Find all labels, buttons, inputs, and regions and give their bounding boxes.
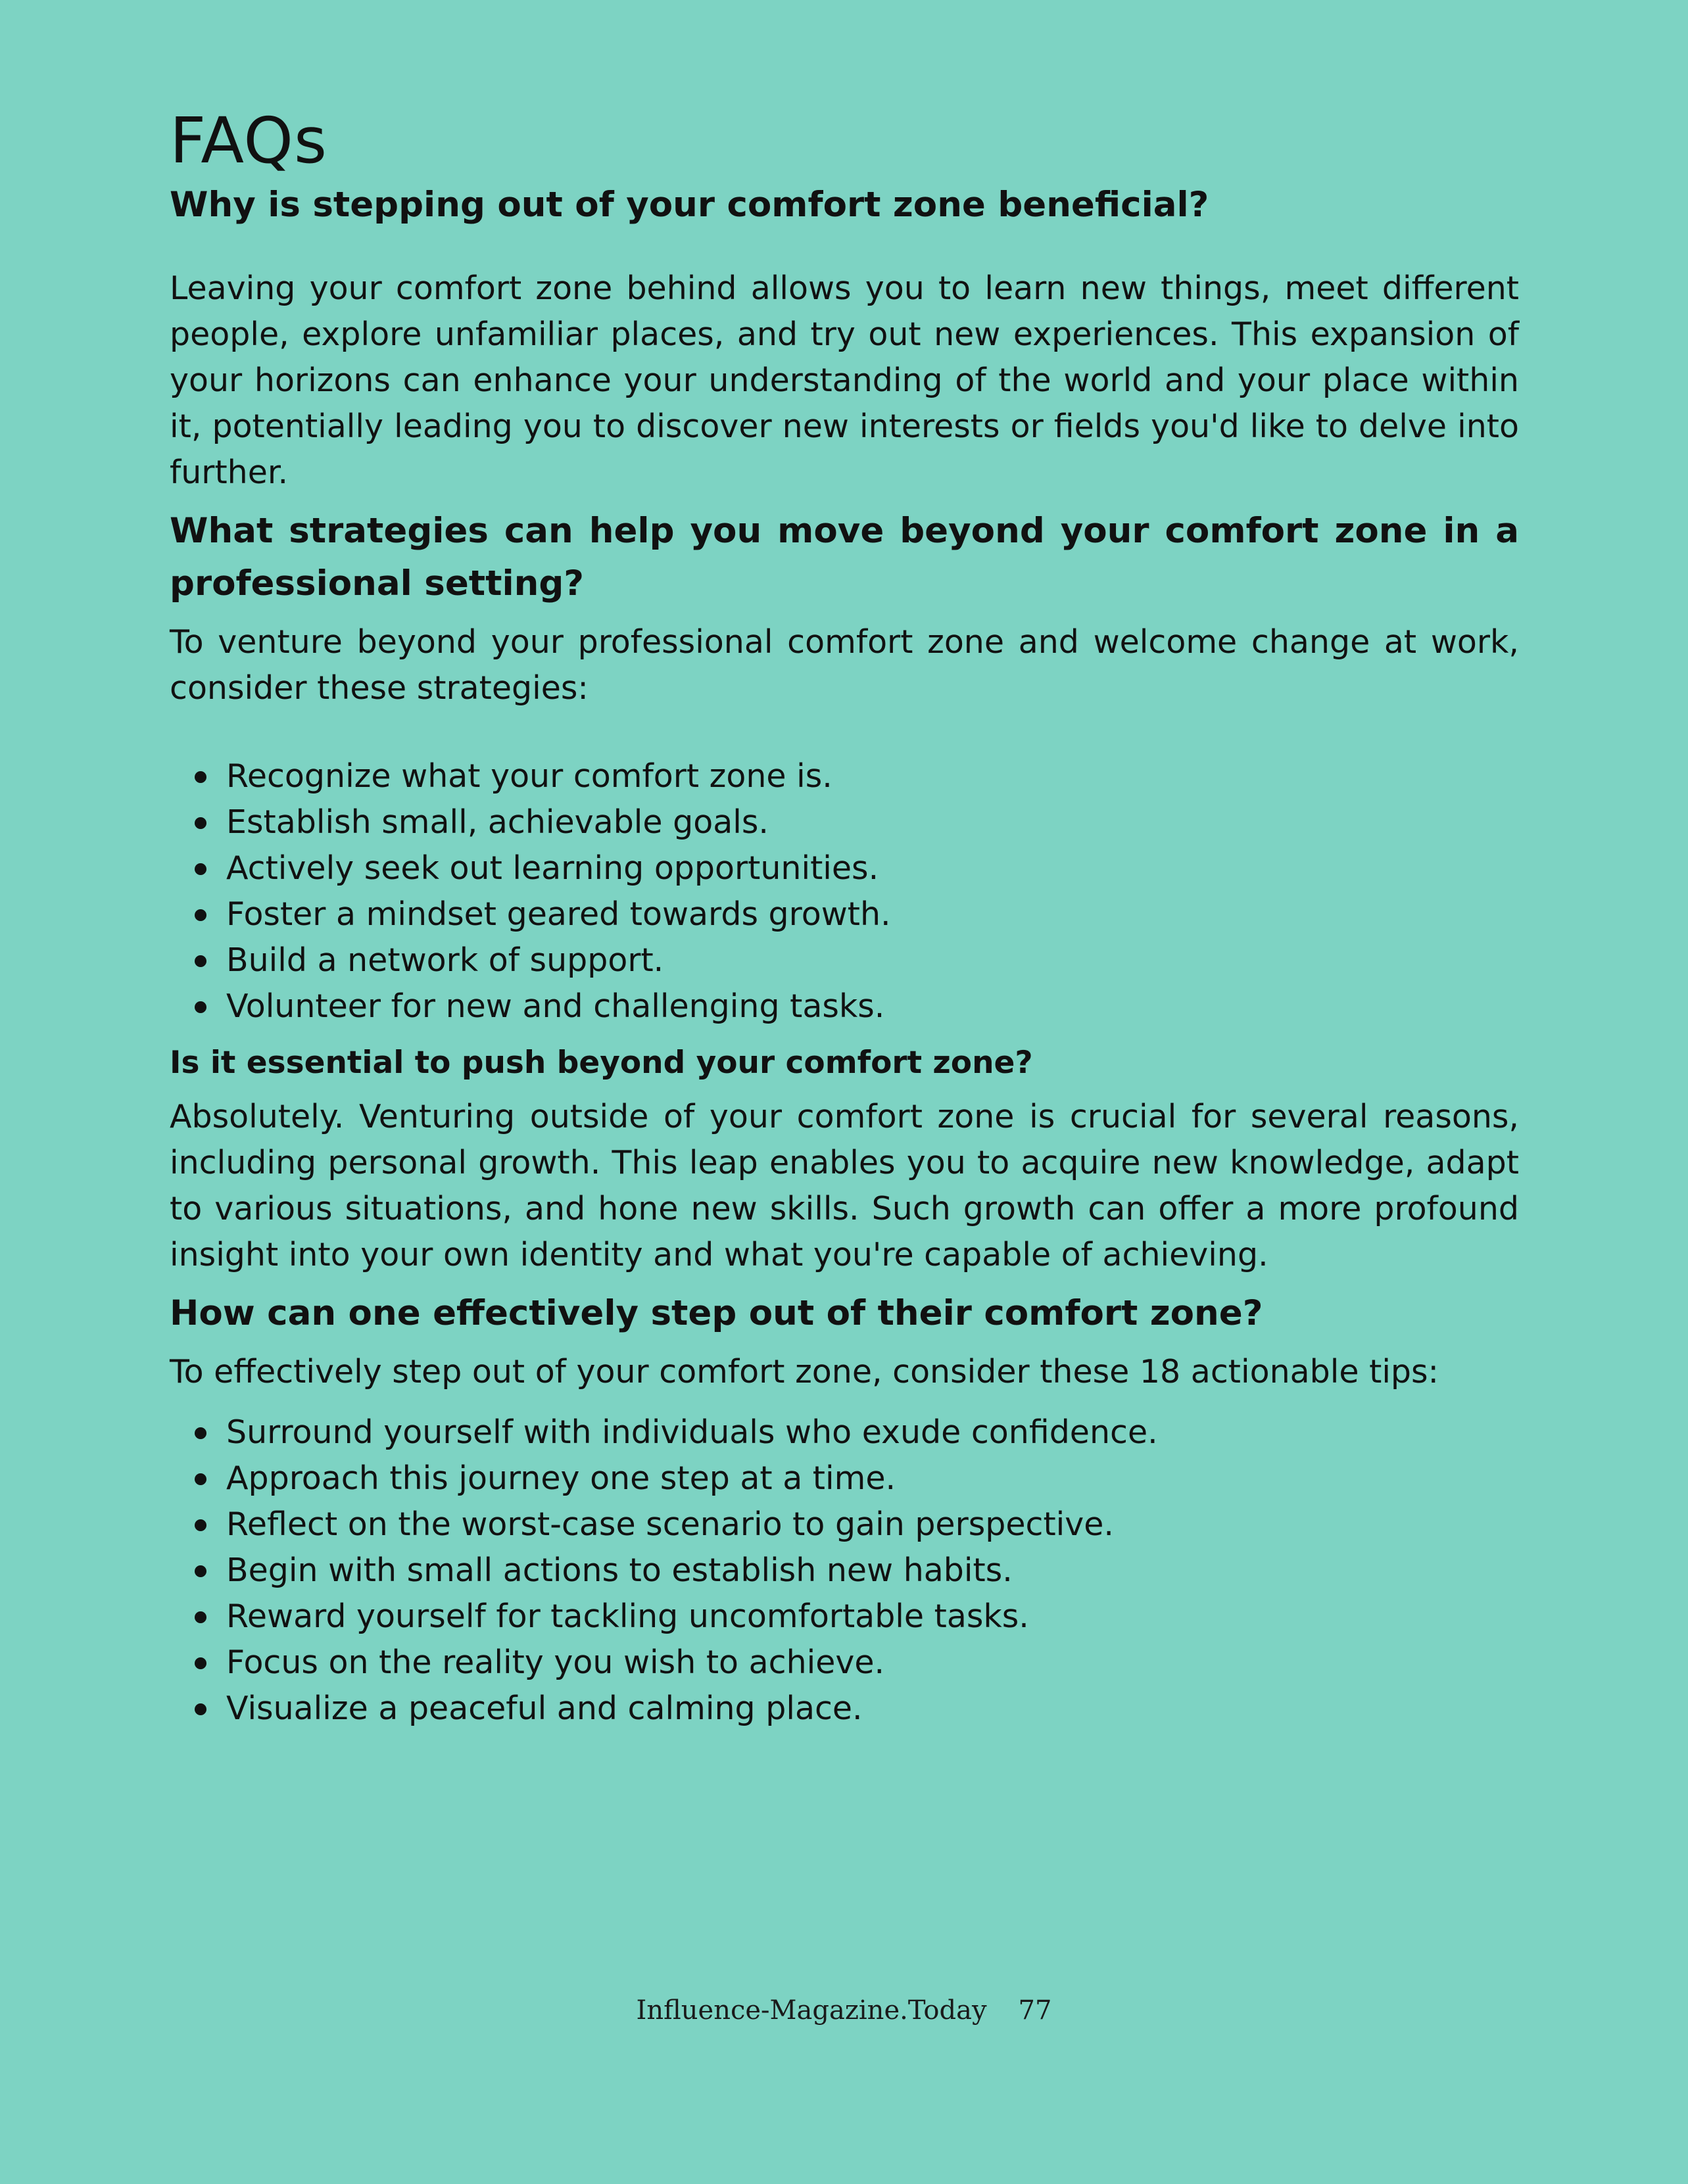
bullet-icon <box>195 1703 206 1715</box>
list-item: Reflect on the worst-case scenario to gain perspective. <box>195 1502 1519 1548</box>
bullet-icon <box>195 1001 206 1013</box>
faq-answer-3: Absolutely. Venturing outside of your comfort zone is crucial for several reasons, including personal growth. This leap enables you to acquire new knowledge, adapt to various situations, and hone new skills. Such growth can offer a more profound insight into your own identity and what you're capable of achieving. <box>170 1098 1519 1273</box>
strategies-list <box>170 753 1519 1030</box>
page-number: 77 <box>1018 1995 1052 2026</box>
faq-question-2: What strategies can help you move beyond your comfort zone in a professional setting? <box>170 511 1519 604</box>
page-content <box>170 99 1519 1732</box>
bullet-icon <box>195 1519 206 1531</box>
bullet-icon <box>195 863 206 875</box>
bullet-icon <box>195 1473 206 1485</box>
bullet-icon <box>195 817 206 829</box>
page-footer <box>0 1992 1688 2029</box>
list-item: Begin with small actions to establish new habits. <box>195 1548 1519 1594</box>
bullet-icon <box>195 955 206 967</box>
footer-site-name: Influence-Magazine.Today <box>636 1995 987 2026</box>
list-item: Actively seek out learning opportunities. <box>195 845 1519 891</box>
list-item: Establish small, achievable goals. <box>195 799 1519 845</box>
list-item: Build a network of support. <box>195 938 1519 984</box>
bullet-icon <box>195 1611 206 1623</box>
tips-list <box>170 1410 1519 1732</box>
list-item: Recognize what your comfort zone is. <box>195 753 1519 799</box>
list-item: Foster a mindset geared towards growth. <box>195 891 1519 938</box>
list-item: Focus on the reality you wish to achieve. <box>195 1640 1519 1686</box>
bullet-icon <box>195 1657 206 1669</box>
faq-answer-2: To venture beyond your professional comfort zone and welcome change at work, consider these strategies: <box>170 623 1519 707</box>
bullet-icon <box>195 1565 206 1577</box>
list-item: Surround yourself with individuals who exude confidence. <box>195 1410 1519 1456</box>
list-item: Visualize a peaceful and calming place. <box>195 1686 1519 1732</box>
bullet-icon <box>195 909 206 921</box>
list-item: Reward yourself for tackling uncomfortable tasks. <box>195 1594 1519 1640</box>
faq-answer-4: To effectively step out of your comfort zone, consider these 18 actionable tips: <box>170 1353 1439 1390</box>
page-title: FAQs <box>170 104 327 178</box>
faq-question-4: How can one effectively step out of their comfort zone? <box>170 1293 1263 1333</box>
faq-question-3: Is it essential to push beyond your comfort zone? <box>170 1045 1033 1081</box>
faq-answer-1: Leaving your comfort zone behind allows you to learn new things, meet different people, explore unfamiliar places, and try out new experiences. This expansion of your horizons can enhance your understanding of the world and your place within it, potentially leading you to discover new interests or fields you'd like to delve into further. <box>170 270 1519 491</box>
list-item: Approach this journey one step at a time. <box>195 1456 1519 1502</box>
bullet-icon <box>195 771 206 783</box>
faq-question-1: Why is stepping out of your comfort zone beneficial? <box>170 185 1209 225</box>
list-item: Volunteer for new and challenging tasks. <box>195 984 1519 1030</box>
bullet-icon <box>195 1427 206 1439</box>
